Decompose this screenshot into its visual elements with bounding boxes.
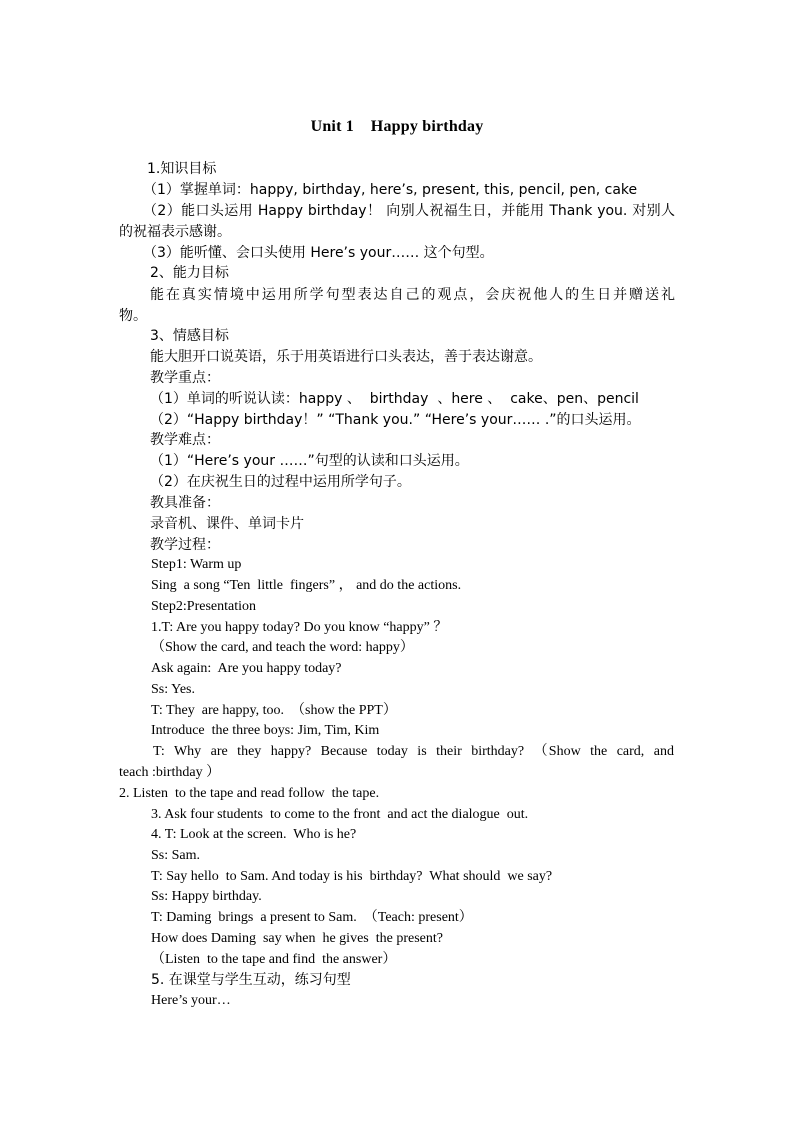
say-hello-line: T: Say hello to Sam. And today is his birthday? What should we say? [151, 869, 553, 884]
step-1-heading: Step1: Warm up [151, 557, 242, 572]
step-1-song: Sing a song “Ten little fingers” ， and do the actions. [151, 578, 462, 593]
step-2-heading: Step2:Presentation [151, 599, 256, 614]
students-yes-line: Ss: Yes. [151, 682, 195, 697]
heading-ability-goals: 2、能力目标 [150, 265, 229, 281]
activity-5-interaction: 5. 在课堂与学生互动，练习句型 [151, 972, 351, 988]
key-point-1: （1）单词的听说认读：happy 、 birthday 、here 、 cake、pen、pencil [150, 391, 639, 407]
goal-line-vocabulary: （1）掌握单词：happy, birthday, here’s, present, this, pencil, pen, cake [143, 182, 638, 198]
activity-2-listen: 2. Listen to the tape and read follow the tape. [119, 786, 380, 801]
why-happy-line: T: Why are they happy? Because today is their birthday? （Show the card, and [153, 744, 674, 759]
how-does-daming-line: How does Daming say when he gives the present? [151, 931, 443, 946]
students-sam-line: Ss: Sam. [151, 848, 201, 863]
ask-again-line: Ask again: Are you happy today? [151, 661, 342, 676]
activity-1-note: （Show the card, and teach the word: happy） [151, 640, 414, 655]
heading-emotional-goals: 3、情感目标 [150, 328, 229, 344]
activity-4-question: 4. T: Look at the screen. Who is he? [151, 827, 357, 842]
heres-your-line: Here’s your… [151, 993, 231, 1008]
goal-line-oral-use: （2）能口头运用 Happy birthday！ 向别人祝福生日，并能用 Thank you. 对别人 [143, 203, 675, 219]
students-happy-birthday-line: Ss: Happy birthday. [151, 889, 262, 904]
difficult-point-2: （2）在庆祝生日的过程中运用所学句子。 [150, 474, 411, 490]
heading-knowledge-goals: 1.知识目标 [147, 161, 217, 177]
they-are-happy-line: T: They are happy, too. （show the PPT） [151, 703, 397, 718]
introduce-boys-line: Introduce the three boys: Jim, Tim, Kim [151, 723, 380, 738]
activity-3-act: 3. Ask four students to come to the front and act the dialogue out. [151, 807, 529, 822]
heading-difficult-points: 教学难点： [150, 432, 220, 448]
heading-key-points: 教学重点： [150, 370, 220, 386]
activity-1-question: 1.T: Are you happy today? Do you know “happy” ？ [151, 620, 448, 635]
heading-teaching-aids: 教具准备： [150, 495, 220, 511]
difficult-point-1: （1）“Here’s your ……”句型的认读和口头运用。 [150, 453, 469, 469]
why-happy-line-cont: teach :birthday ） [119, 765, 221, 780]
document-title: Unit 1 Happy birthday [310, 118, 484, 135]
ability-goal-text: 能在真实情境中运用所学句型表达自己的观点，会庆祝他人的生日并赠送礼 [150, 287, 675, 303]
daming-present-line: T: Daming brings a present to Sam. （Teach: present） [151, 910, 473, 925]
key-point-2: （2）“Happy birthday！” “Thank you.” “Here’s your…… .”的口头运用。 [150, 412, 641, 428]
teaching-aids-text: 录音机、课件、单词卡片 [150, 516, 304, 532]
emotional-goal-text: 能大胆开口说英语，乐于用英语进行口头表达，善于表达谢意。 [150, 349, 542, 365]
ability-goal-text-cont: 物。 [119, 308, 147, 324]
goal-line-sentence-pattern: （3）能听懂、会口头使用 Here’s your…… 这个句型。 [143, 245, 494, 261]
goal-line-oral-use-cont: 的祝福表示感谢。 [119, 224, 231, 240]
heading-teaching-process: 教学过程： [150, 537, 220, 553]
listen-find-answer-line: （Listen to the tape and find the answer） [151, 952, 397, 967]
